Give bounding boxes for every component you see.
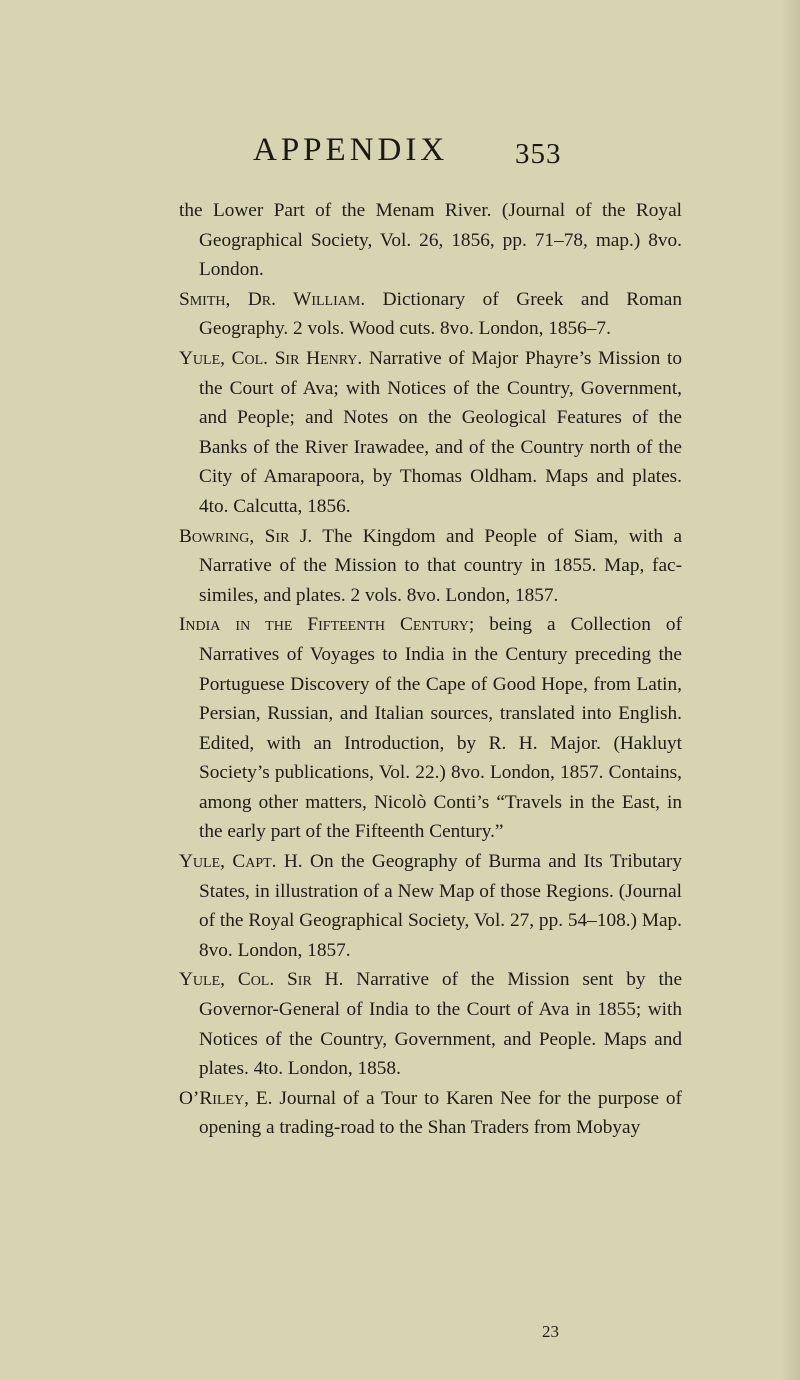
bibliography-entry	[179, 965, 682, 1083]
bibliography-entry	[179, 847, 682, 965]
entry-text: On the Geography of Burma and Its Tributary States, in illustration of a New Map of those Regions. (Journal of the Royal Geographical Society, Vol. 27, pp. 54–108.) Map. 8vo. London, 1857.	[199, 851, 682, 961]
entry-author: O’Riley, E.	[179, 1087, 273, 1109]
bibliography-list	[179, 196, 682, 1143]
page-edge-shadow	[782, 0, 800, 1380]
entry-text: being a Collection of Narratives of Voyages to India in the Century preceding the Portuguese Discovery of the Cape of Good Hope, from Latin, Persian, Russian, and Italian sources, translated into English. Edited, with an Introduction, by R. H. Major. (Hakluyt Society’s publications, Vol. 22.) 8vo. London, 1857. Contains, among other matters, Nicolò Conti’s “Travels in the East, in the early part of the Fifteenth Century.”	[199, 614, 682, 843]
page-header	[0, 130, 800, 180]
entry-author: Bowring, Sir J.	[179, 525, 313, 547]
entry-text: the Lower Part of the Menam River. (Journal of the Royal Geographical Society, Vol. 26, 1856, pp. 71–78, map.) 8vo. London.	[179, 200, 682, 281]
bibliography-entry	[179, 196, 682, 285]
entry-text: Dictionary of Greek and Roman Geography. 2 vols. Wood cuts. 8vo. London, 1856–7.	[199, 288, 682, 340]
entry-text: Journal of a Tour to Karen Nee for the purpose of opening a trading-road to the Shan Traders from Mobyay	[199, 1087, 682, 1139]
page-number: 353	[515, 138, 562, 170]
entry-text: Narrative of the Mission sent by the Governor-General of India to the Court of Ava in 1855; with Notices of the Country, Government, and People. Maps and plates. 4to. London, 1858.	[199, 969, 682, 1080]
entry-author: Yule, Col. Sir H.	[179, 969, 344, 991]
bibliography-entry	[179, 1084, 682, 1143]
entry-text: Narrative of Major Phayre’s Mission to the Court of Ava; with Notices of the Country, Government, and People; and Notes on the Geological Features of the Banks of the River Irawadee, and of the Country north of the City of Amarapoora, by Thomas Oldham. Maps and plates. 4to. Calcutta, 1856.	[199, 347, 682, 517]
entry-text: The Kingdom and People of Siam, with a Narrative of the Mission to that country in 1855. Map, fac-similes, and plates. 2 vols. 8vo. London, 1857.	[199, 525, 683, 606]
entry-author: Yule, Col. Sir Henry.	[179, 347, 363, 369]
bibliography-entry	[179, 522, 682, 611]
signature-mark: 23	[542, 1322, 559, 1341]
running-title: APPENDIX	[253, 132, 449, 168]
entry-author: Yule, Capt. H.	[179, 851, 303, 873]
bibliography-entry	[179, 285, 682, 344]
bibliography-entry	[179, 610, 682, 847]
bibliography-entry	[179, 344, 682, 522]
entry-author: Smith, Dr. William.	[179, 288, 366, 310]
entry-author: India in the Fifteenth Century;	[179, 614, 475, 636]
